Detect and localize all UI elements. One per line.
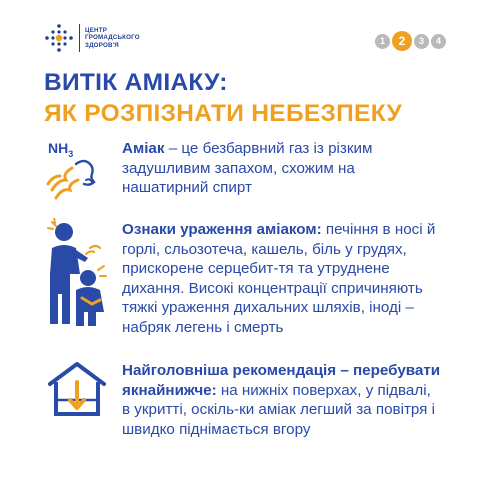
symptoms-paragraph — [122, 220, 442, 338]
page-dot-2-active[interactable]: 2 — [392, 31, 412, 51]
ammonia-text: – це безбарвний газ із різким задушливим запахом, схожим на нашатирний спирт — [122, 140, 373, 197]
page-indicator — [375, 31, 446, 51]
house-down-arrow-icon — [46, 360, 108, 418]
logo-cross-icon — [44, 23, 74, 53]
smell-nose-icon — [46, 140, 108, 202]
logo-line-2: ГРОМАДСЬКОГО — [85, 34, 140, 42]
advice-paragraph — [122, 361, 442, 439]
symptoms-text: печіння в носі й горлі, сльозотеча, кашель, біль у грудях, прискорене серцебит-тя та утруднене дихання. Високі концентрації спричиняють тяжкі ураження дихальних шляхів, іноді – набряк легень і смерть — [122, 221, 436, 336]
symptoms-lead: Ознаки ураження аміаком: — [122, 221, 322, 238]
page-dot-3[interactable]: 3 — [414, 34, 429, 49]
logo-line-1: ЦЕНТР — [85, 26, 108, 34]
page-dot-1[interactable]: 1 — [375, 34, 390, 49]
advice-lead: Найголовніша рекомендація – перебувати якнайнижче: — [122, 362, 441, 399]
advice-text: на нижніх поверхах, у підвалі, в укритті, оскіль-ки аміак легший за повітря і швидко піднімається вгору — [122, 381, 436, 438]
logo-line-3: ЗДОРОВ'Я — [85, 41, 119, 49]
logo — [44, 23, 140, 53]
nh3-formula-main: NH — [48, 140, 69, 156]
sick-person-icon — [42, 218, 112, 328]
title-line-2: ЯК РОЗПІЗНАТИ НЕБЕЗПЕКУ — [44, 100, 403, 127]
ammonia-lead: Аміак — [122, 140, 165, 157]
page-dot-4[interactable]: 4 — [431, 34, 446, 49]
logo-text — [85, 27, 140, 49]
nh3-formula-sub: 3 — [68, 148, 74, 159]
ammonia-definition — [122, 139, 442, 198]
logo-divider — [79, 24, 80, 52]
title-line-1: ВИТІК АМІАКУ: — [44, 69, 228, 96]
page-title — [44, 67, 402, 129]
